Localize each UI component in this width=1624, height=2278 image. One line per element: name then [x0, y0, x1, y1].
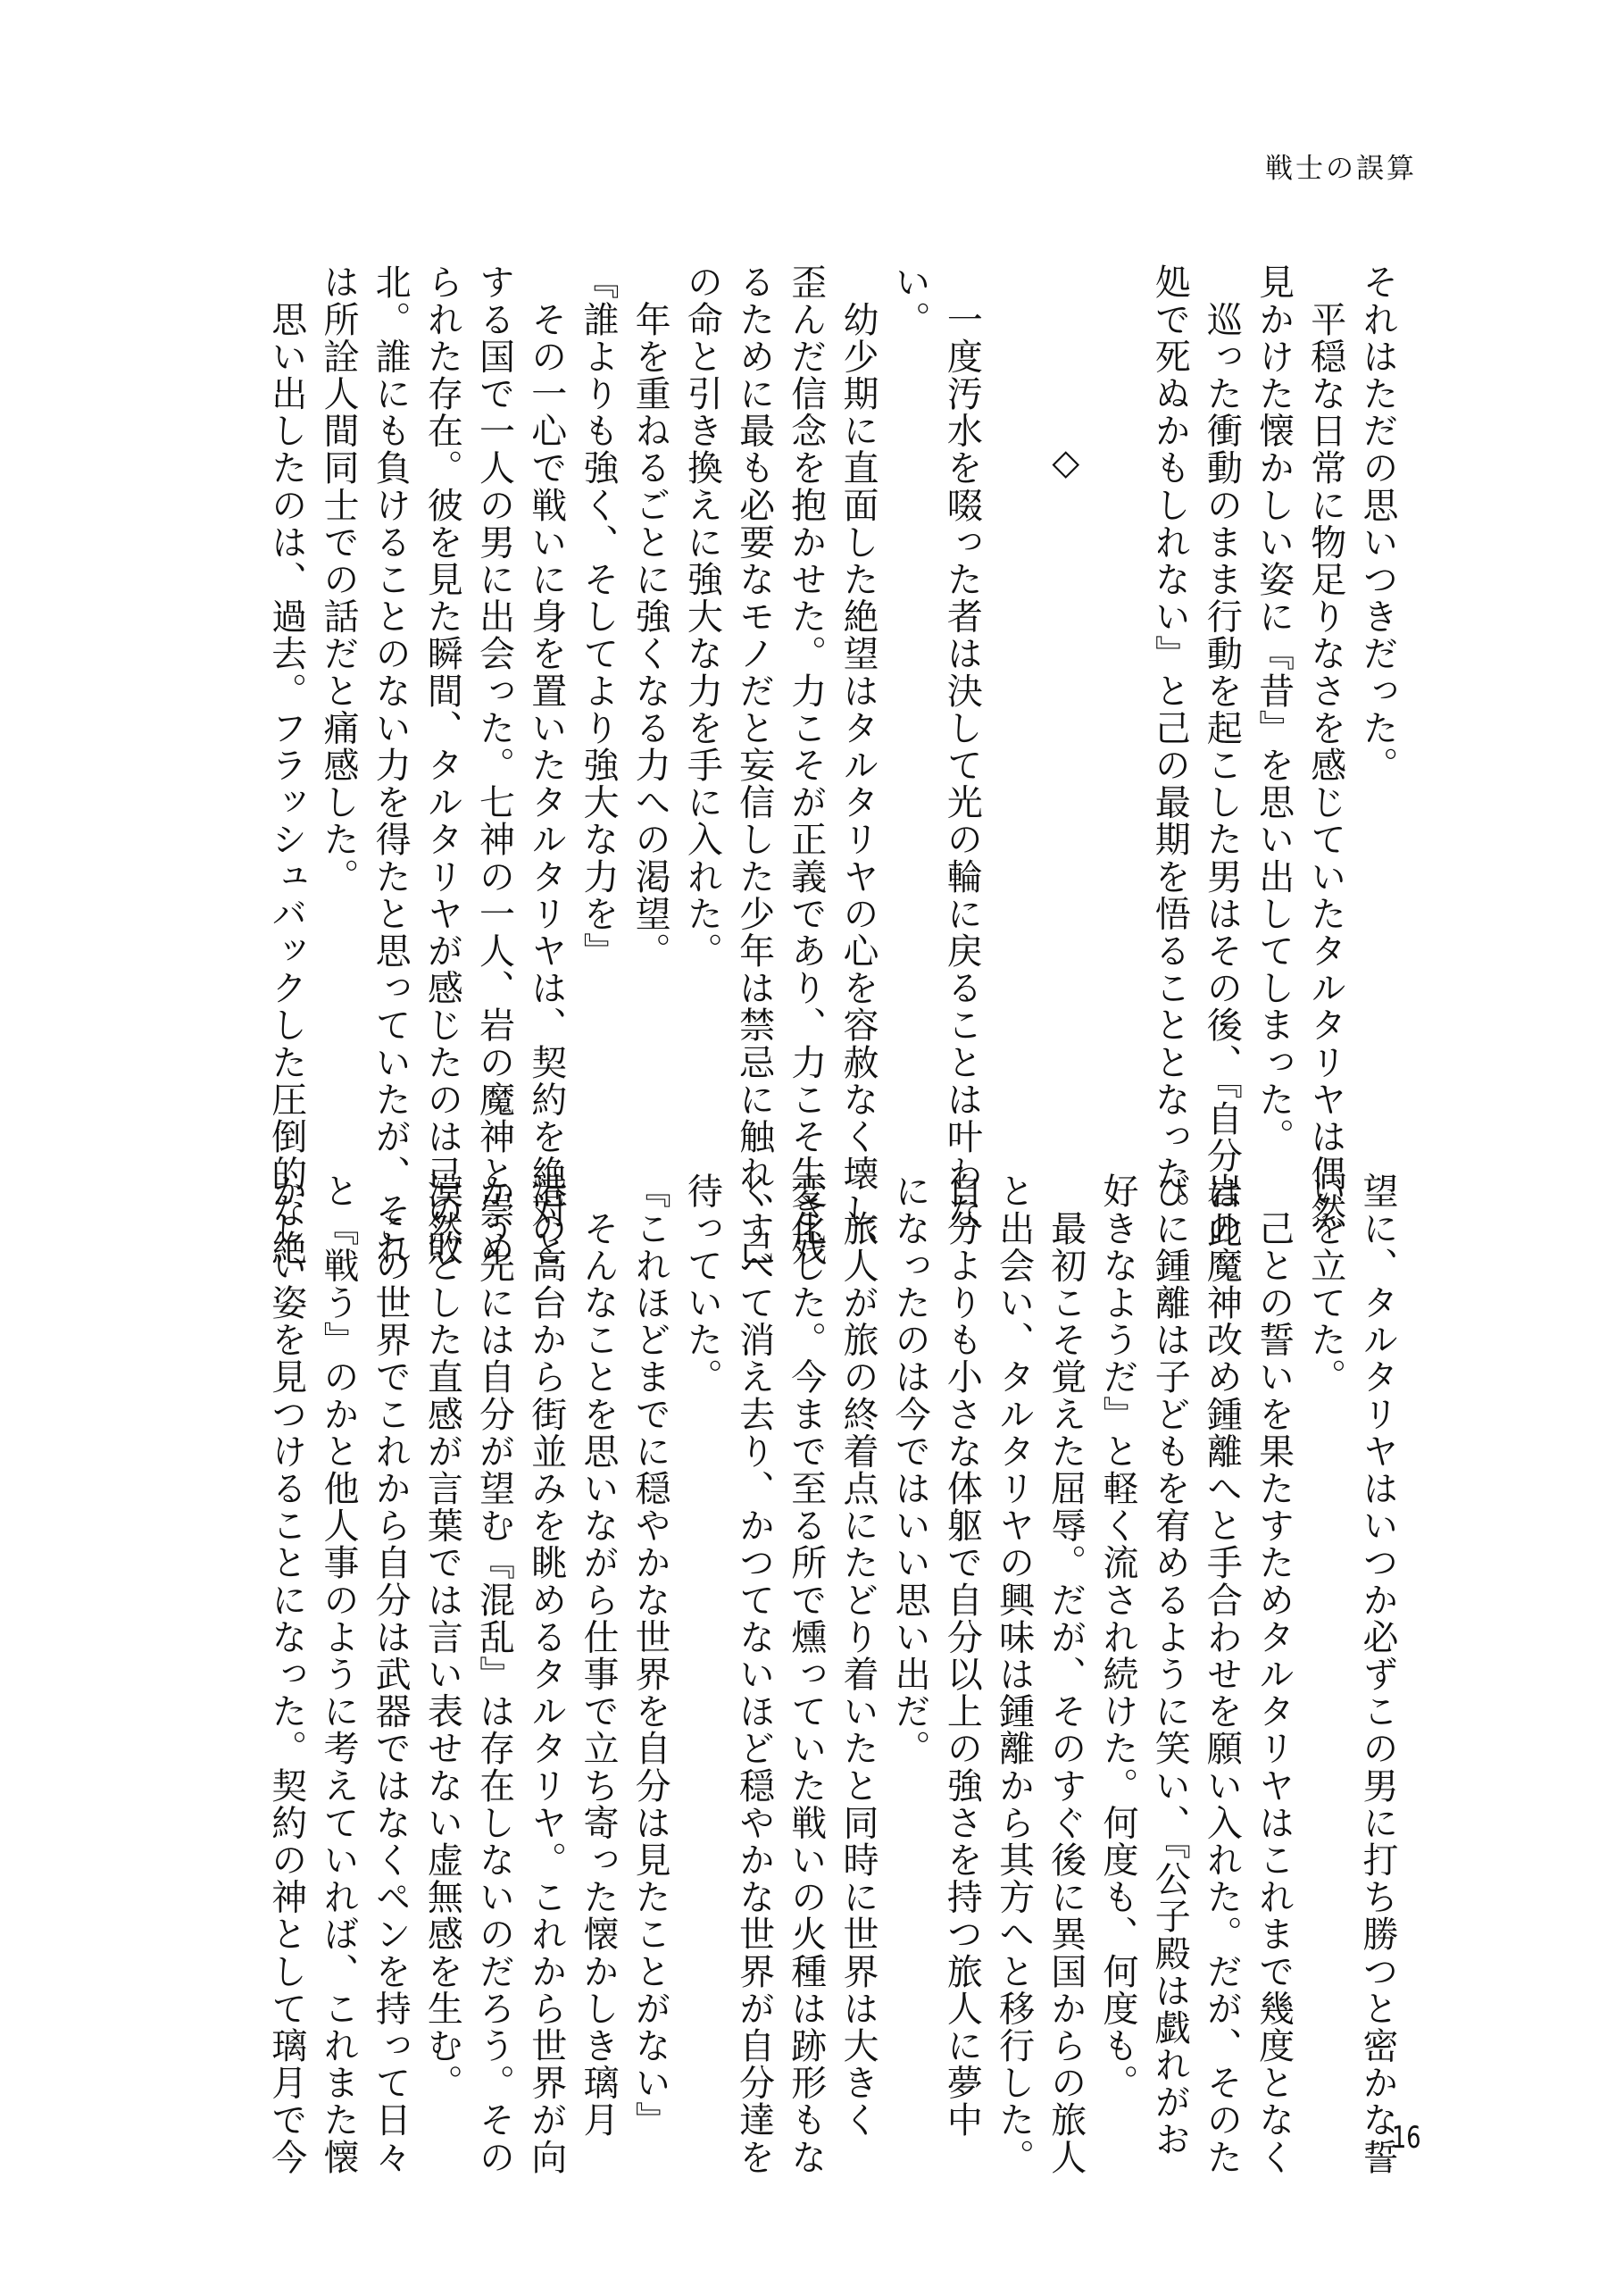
- text-line: かう先には自分が望む『混乱』は存在しないのだろう。その: [473, 1172, 515, 2176]
- text-line: は所詮人間同士での話だと痛感した。: [317, 263, 359, 896]
- text-line: 好きなようだ』と軽く流され続けた。何度も、何度も。: [1096, 1172, 1138, 2101]
- text-line: と『戦う』のかと他人事のように考えていれば、これまた懐: [317, 1172, 359, 2176]
- text-line: 幼少期に直面した絶望はタルタリヤの心を容赦なく壊し、: [837, 263, 879, 1267]
- text-line: 処で死ぬかもしれない』と己の最期を悟ることとなった。: [1149, 263, 1191, 1230]
- text-line: 平穏な日常に物足りなさを感じていたタルタリヤは偶然: [1304, 263, 1346, 1230]
- text-line: るために最も必要なモノだと妄信した少年は禁忌に触れ、己: [733, 263, 775, 1267]
- blank-line: [1092, 263, 1144, 1121]
- text-line: 一度汚水を啜った者は決して光の輪に戻ることは叶わな: [941, 263, 983, 1230]
- text-line: 待っていた。: [681, 1172, 723, 1396]
- text-line: られた存在。彼を見た瞬間、タルタリヤが感じたのは己の敗: [421, 263, 463, 1267]
- text-line: 『誰よりも強く、そしてより強大な力を』: [577, 263, 619, 970]
- text-line: 旅人が旅の終着点にたどり着いたと同時に世界は大きく: [837, 1172, 879, 2139]
- lower-text-block: [265, 1172, 1403, 2176]
- text-line: 岩の魔神改め鍾離へと手合わせを願い入れた。だが、そのた: [1201, 1172, 1243, 2176]
- text-line: 己との誓いを果たすためタルタリヤはこれまで幾度となく: [1253, 1172, 1295, 2176]
- text-line: 北。誰にも負けることのない力を得たと思っていたが、それ: [370, 263, 412, 1267]
- text-line: それはただの思いつきだった。: [1357, 263, 1398, 784]
- text-line: 望に、タルタリヤはいつか必ずこの男に打ち勝つと密かな誓: [1357, 1172, 1398, 2176]
- text-line: と出会い、タルタリヤの興味は鍾離から其方へと移行した。: [993, 1172, 1035, 2176]
- section-separator: ◇: [1045, 442, 1087, 485]
- upper-text-block: [265, 263, 1403, 1267]
- text-line: 歪んだ信念を抱かせた。力こそが正義であり、力こそ生き残: [785, 263, 827, 1267]
- text-line: この世界でこれから自分は武器ではなくペンを持って日々: [370, 1172, 412, 2176]
- text-line: になったのは今ではいい思い出だ。: [889, 1172, 931, 1767]
- text-line: びに鍾離は子どもを宥めるように笑い、『公子殿は戯れがお: [1149, 1172, 1191, 2158]
- text-line: の命と引き換えに強大な力を手に入れた。: [681, 263, 723, 970]
- text-line: 『これほどまでに穏やかな世界を自分は見たことがない』: [629, 1172, 671, 2139]
- blank-line: [987, 263, 1039, 1121]
- text-line: い。: [889, 263, 931, 338]
- text-line: くすべて消え去り、かつてないほど穏やかな世界が自分達を: [733, 1172, 775, 2176]
- text-line: する国で一人の男に出会った。七神の一人、岩の魔神と崇め: [473, 263, 515, 1267]
- text-line: 年を重ねるごとに強くなる力への渇望。: [629, 263, 671, 970]
- text-line: 最初こそ覚えた屈辱。だが、そのすぐ後に異国からの旅人: [1045, 1172, 1087, 2176]
- text-line: かしい姿を見つけることになった。契約の神として璃月で今: [265, 1172, 307, 2176]
- text-line: 港の高台から街並みを眺めるタルタリヤ。これから世界が向: [525, 1172, 567, 2176]
- text-line: そんなことを思いながら仕事で立ち寄った懐かしき璃月: [577, 1172, 619, 2139]
- text-line: 思い出したのは、過去。フラッシュバックした圧倒的な絶: [265, 263, 307, 1267]
- text-line: 変化した。今まで至る所で燻っていた戦いの火種は跡形もな: [785, 1172, 827, 2176]
- text-line: その一心で戦いに身を置いたタルタリヤは、契約を絶対と: [525, 263, 567, 1267]
- running-title: 戦士の誤算: [1265, 153, 1417, 185]
- text-line: いを立てた。: [1304, 1172, 1346, 1396]
- text-line: 漠然とした直感が言葉では言い表せない虚無感を生む。: [421, 1172, 463, 2101]
- page-number: 16: [1392, 2120, 1421, 2156]
- text-line: 見かけた懐かしい姿に『昔』を思い出してしまった。: [1253, 263, 1295, 1156]
- text-line: 自分よりも小さな体躯で自分以上の強さを持つ旅人に夢中: [941, 1172, 983, 2139]
- text-line: 巡った衝動のまま行動を起こした男はその後、『自分は此: [1201, 263, 1243, 1249]
